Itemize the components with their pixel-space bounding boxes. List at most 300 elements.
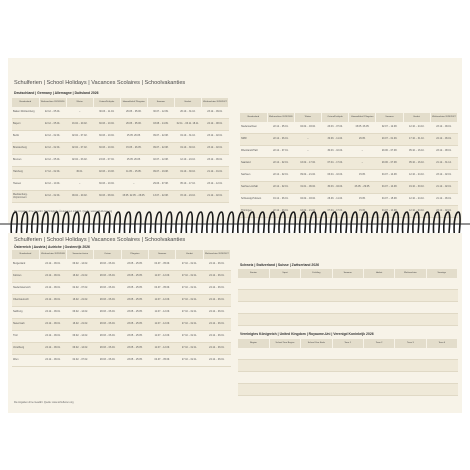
table-row <box>12 355 231 367</box>
table-cell: 22.12. - 02.01. <box>39 143 66 155</box>
column-header: Frühling <box>301 269 332 278</box>
empty-row <box>238 314 458 326</box>
table-cell: 11.07. - 12.09. <box>149 307 176 319</box>
row-label: Burgenland <box>12 259 39 271</box>
empty-cell <box>363 372 394 384</box>
table-row <box>12 179 229 191</box>
table-cell: 02.03. - 13.03. <box>93 167 120 179</box>
empty-row <box>238 372 458 384</box>
column-header: Sommer <box>376 113 403 122</box>
table-cell: 24.12. - 06.01. <box>203 295 230 307</box>
row-label: Sachsen-Anhalt <box>240 182 267 194</box>
table-cell: 20.07. - 01.09. <box>376 134 403 146</box>
table-cell: 11.07. - 12.09. <box>149 295 176 307</box>
table-cell: 02.02. - 07.02. <box>66 131 93 143</box>
table-row <box>240 182 458 194</box>
empty-cell <box>363 302 394 314</box>
table-cell: 23.05. - 25.05. <box>121 331 148 343</box>
empty-cell <box>426 348 457 360</box>
table-cell: 30.01. <box>66 167 93 179</box>
empty-cell <box>238 278 269 290</box>
row-label: Hamburg <box>12 167 39 179</box>
switzerland-table <box>238 269 458 326</box>
table-cell: 19.10. - 30.10. <box>174 167 201 179</box>
table-cell: 28.03. - 06.04. <box>94 271 121 283</box>
table-cell: 23.05. - 25.05. <box>121 295 148 307</box>
column-header: Herbst <box>174 98 201 107</box>
table-cell: 27.10. - 02.11. <box>176 259 203 271</box>
empty-cell <box>426 302 457 314</box>
table-cell: 05.10. - 16.10. <box>403 146 430 158</box>
table-cell: 28.03. - 06.04. <box>94 343 121 355</box>
empty-cell <box>269 372 300 384</box>
table-cell: 30.03. - 08.04. <box>93 191 120 203</box>
empty-row <box>238 278 458 290</box>
table-cell: – <box>120 179 147 191</box>
column-header: Sommer <box>149 250 176 259</box>
empty-cell <box>363 278 394 290</box>
column-header: Sommer <box>147 98 174 107</box>
column-header: Sommer <box>332 269 363 278</box>
empty-row <box>238 302 458 314</box>
table-cell: 27.10. - 02.11. <box>176 355 203 367</box>
table-cell: 21.12. - 02.01. <box>201 191 228 203</box>
page-title-bottom: Schulferien | School Holidays | Vacances Scolaires | Schoolvakanties <box>14 237 186 243</box>
empty-cell <box>395 290 426 302</box>
table-cell: 23.12. - 09.01. <box>430 122 457 134</box>
table-cell: 30.03. - 10.04. <box>93 131 120 143</box>
table-cell: 23.12. - 02.01. <box>430 170 457 182</box>
table-row <box>12 295 231 307</box>
empty-cell <box>363 348 394 360</box>
table-cell: – <box>66 107 93 119</box>
column-header: Bundesland <box>12 250 39 259</box>
table-cell: 24.12. - 06.01. <box>39 259 66 271</box>
column-header: Ostern <box>94 250 121 259</box>
row-label: Kärnten <box>12 271 39 283</box>
table-cell: 23.12. - 02.01. <box>201 143 228 155</box>
empty-cell <box>332 278 363 290</box>
table-cell: 04.07. - 05.09. <box>149 283 176 295</box>
germany-table-right <box>240 113 458 218</box>
table-cell: 30.03. - 10.04. <box>93 119 120 131</box>
empty-row <box>238 360 458 372</box>
empty-cell <box>301 290 332 302</box>
bottom-page <box>8 233 462 413</box>
table-cell: – <box>294 146 321 158</box>
row-label: Steiermark <box>12 319 39 331</box>
row-label: Wien <box>12 355 39 367</box>
table-cell: 11.07. - 12.09. <box>149 319 176 331</box>
table-cell: 28.03. - 06.04. <box>94 331 121 343</box>
table-cell: 05.10. - 16.10. <box>403 158 430 170</box>
table-cell: 24.12. - 06.01. <box>203 331 230 343</box>
table-cell: 09.02. - 14.02. <box>67 307 94 319</box>
row-label: Mecklenburg-Vorpommern <box>12 191 39 203</box>
table-cell: 23.12. - 09.01. <box>201 107 228 119</box>
table-cell: 24.12. - 06.01. <box>39 295 66 307</box>
table-cell: 16.02. - 21.02. <box>67 295 94 307</box>
table-cell: 27.10. - 02.11. <box>176 331 203 343</box>
table-cell: 21.12. - 01.01. <box>201 167 228 179</box>
table-cell: 05.10. - 17.10. <box>174 179 201 191</box>
table-row <box>240 170 458 182</box>
empty-cell <box>363 384 394 396</box>
row-label: Sachsen <box>240 170 267 182</box>
table-cell: 26.05. - 05.06. <box>120 119 147 131</box>
empty-cell <box>332 314 363 326</box>
column-header: Term 2 <box>363 339 394 348</box>
table-cell: 24.12. - 06.01. <box>39 283 66 295</box>
empty-row <box>238 348 458 360</box>
empty-cell <box>269 384 300 396</box>
table-row <box>240 146 458 158</box>
column-header: Bundesland <box>240 113 267 122</box>
table-cell: 24.12. - 06.01. <box>39 271 66 283</box>
table-cell: 24.12. - 06.01. <box>203 343 230 355</box>
row-label: NRW <box>240 134 267 146</box>
row-label: Bremen <box>12 155 39 167</box>
table-cell: 16.02. - 21.02. <box>67 319 94 331</box>
table-cell: 30.03. - 10.04. <box>93 143 120 155</box>
table-cell: 23.03. - 07.04. <box>93 155 120 167</box>
table-cell: 17.12. - 02.01. <box>39 167 66 179</box>
table-cell: 22.12. - 03.01. <box>267 206 294 218</box>
row-label: Salzburg <box>12 307 39 319</box>
table-cell: 02.07. - 12.08. <box>376 122 403 134</box>
page-title: Schulferien | School Holidays | Vacances Scolaires | Schoolvakanties <box>14 80 186 86</box>
empty-cell <box>426 360 457 372</box>
empty-cell <box>301 348 332 360</box>
column-header: Sonstige <box>426 269 457 278</box>
table-cell: 15.05. <box>349 170 376 182</box>
table-cell: 02.02. - 03.02. <box>66 155 93 167</box>
empty-cell <box>301 360 332 372</box>
row-label: Rheinland-Pfalz <box>240 146 267 158</box>
table-cell: 23.05. - 25.05. <box>121 271 148 283</box>
table-cell: 11.07. - 12.09. <box>149 343 176 355</box>
table-row <box>12 131 229 143</box>
empty-cell <box>426 384 457 396</box>
table-cell: 23.12. - 02.01. <box>430 206 457 218</box>
empty-cell <box>238 290 269 302</box>
table-cell: 09.02. - 14.02. <box>67 331 94 343</box>
row-label: Thüringen <box>240 206 267 218</box>
table-cell: 12.10. - 24.10. <box>403 206 430 218</box>
table-cell: 24.12. - 06.01. <box>39 319 66 331</box>
empty-cell <box>426 290 457 302</box>
table-cell: 22.12. - 07.01. <box>267 146 294 158</box>
table-cell: 22.12. - 10.01. <box>39 179 66 191</box>
empty-cell <box>269 302 300 314</box>
column-header: Weihnachten 2026/2027 <box>201 98 228 107</box>
column-header: Term 1 <box>332 339 363 348</box>
column-header: Ostern/Frühjahr <box>93 98 120 107</box>
table-cell: 26.05. - 29.05. <box>349 182 376 194</box>
table-cell: 27.10. - 02.11. <box>176 319 203 331</box>
table-row <box>12 167 229 179</box>
table-row <box>240 122 458 134</box>
table-cell: 11.05. - 15.05. <box>120 167 147 179</box>
column-header: Weihnachten <box>395 269 426 278</box>
table-cell: 30.03. - 10.04. <box>322 146 349 158</box>
empty-cell <box>332 302 363 314</box>
table-cell: 15.05. <box>349 194 376 206</box>
empty-cell <box>301 302 332 314</box>
row-label: Bayern <box>12 119 39 131</box>
germany-table-left <box>12 98 229 203</box>
table-cell: 24.12. - 06.01. <box>203 259 230 271</box>
table-cell: 21.12. - 31.12. <box>430 158 457 170</box>
empty-cell <box>363 290 394 302</box>
column-header: Weihnachten 2025/2026 <box>39 98 66 107</box>
empty-cell <box>395 314 426 326</box>
empty-cell <box>269 360 300 372</box>
top-page <box>8 58 462 223</box>
table-cell: 12.10. - 24.10. <box>403 194 430 206</box>
column-header: Herbst <box>176 250 203 259</box>
table-cell: 04.07. - 14.08. <box>376 206 403 218</box>
table-cell: 30.03. - 04.04. <box>322 182 349 194</box>
table-cell: 16.02. - 21.02. <box>294 206 321 218</box>
table-cell: 07.04. - 17.04. <box>322 158 349 170</box>
table-row <box>12 319 231 331</box>
germany-subtitle: Deutschland | Germany | Allemagne | Duitsland 2026 <box>14 91 99 95</box>
table-row <box>240 194 458 206</box>
table-cell: 11.07. - 12.09. <box>149 271 176 283</box>
row-label: Oberösterreich <box>12 295 39 307</box>
empty-cell <box>395 360 426 372</box>
table-row <box>12 191 229 203</box>
table-cell: 22.12. - 02.01. <box>39 131 66 143</box>
table-cell: 24.12. - 06.01. <box>203 355 230 367</box>
table-cell: 23.05. - 25.05. <box>121 319 148 331</box>
empty-cell <box>395 384 426 396</box>
austria-subtitle: Österreich | Austria | Autriche | Oostenrijk 2026 <box>14 245 90 249</box>
empty-cell <box>332 372 363 384</box>
table-cell: 17.10. - 31.10. <box>403 134 430 146</box>
table-cell: 15.05. 22.05. - 26.05. <box>120 191 147 203</box>
table-cell: 29.06. - 07.08. <box>147 179 174 191</box>
table-cell: 23.12. - 06.01. <box>201 155 228 167</box>
column-header: Kanton <box>238 269 269 278</box>
empty-cell <box>238 314 269 326</box>
table-cell: 12.10. - 24.10. <box>403 122 430 134</box>
empty-cell <box>363 314 394 326</box>
table-cell: 09.07. - 22.08. <box>147 143 174 155</box>
table-cell: 30.03. - 11.04. <box>93 107 120 119</box>
uk-subtitle: Vereinigtes Königreich | United Kingdom | Royaume-Uni | Verenigd Koninkrijk 2026 <box>240 332 374 336</box>
table-cell: 04.07. - 14.08. <box>376 170 403 182</box>
table-cell: 02.02. - 07.02. <box>66 143 93 155</box>
empty-cell <box>301 372 332 384</box>
table-cell: 28.03. - 06.04. <box>94 319 121 331</box>
column-header: Weihnachten 2026/2027 <box>203 250 230 259</box>
table-cell: 28.03. - 06.04. <box>94 307 121 319</box>
table-cell: 26.05. - 05.06. <box>120 107 147 119</box>
table-cell: 24.12. - 06.01. <box>430 134 457 146</box>
column-header: School Year Ends <box>301 339 332 348</box>
table-cell: 22.12. - 05.01. <box>39 155 66 167</box>
table-cell: 23.12. - 08.01. <box>430 146 457 158</box>
table-cell: 28.03. - 06.04. <box>94 355 121 367</box>
table-cell: 15.10. - 24.10. <box>174 191 201 203</box>
table-cell: 03.04. - 10.04. <box>322 170 349 182</box>
table-cell: 27.10. - 02.11. <box>176 307 203 319</box>
uk-table <box>238 339 458 396</box>
empty-cell <box>301 278 332 290</box>
table-cell: 16.02. - 17.02. <box>294 158 321 170</box>
empty-cell <box>301 314 332 326</box>
table-row <box>12 283 231 295</box>
empty-cell <box>332 290 363 302</box>
table-cell: 22.12. - 02.01. <box>39 191 66 203</box>
table-cell: 22.12. - 02.01. <box>267 170 294 182</box>
austria-footnote: Die Angaben ohne Gewähr. Quelle: www.schulferien.org <box>14 401 74 404</box>
table-cell: 26.03. - 11.04. <box>322 194 349 206</box>
table-cell: 09.02. - 21.02. <box>294 170 321 182</box>
table-cell: 23.05. - 25.05. <box>121 343 148 355</box>
empty-cell <box>269 290 300 302</box>
empty-cell <box>332 360 363 372</box>
table-cell: 22.12. - 06.01. <box>267 134 294 146</box>
table-cell: 04.07. - 15.08. <box>376 194 403 206</box>
empty-cell <box>395 372 426 384</box>
germany-footnote: Die Angaben ohne Gewähr. Nachträgliche Änderungen möglich. Quelle: www.schulferien.org <box>14 210 113 213</box>
table-cell: 13.07. - 22.08. <box>147 191 174 203</box>
empty-cell <box>238 360 269 372</box>
table-cell: 24.12. - 06.01. <box>39 355 66 367</box>
table-row <box>12 143 229 155</box>
table-cell: 22.12. - 05.01. <box>39 119 66 131</box>
empty-cell <box>426 314 457 326</box>
row-label: Niederösterreich <box>12 283 39 295</box>
row-label: Niedersachsen <box>240 122 267 134</box>
table-cell: 15.05. 26.05. <box>349 122 376 134</box>
column-header: Region <box>238 339 269 348</box>
table-cell: 02.02. - 03.02. <box>294 122 321 134</box>
empty-cell <box>238 384 269 396</box>
table-cell: 22.12. - 05.01. <box>39 107 66 119</box>
column-header: Weihnachten 2025/2026 <box>267 113 294 122</box>
row-label: Vorarlberg <box>12 343 39 355</box>
table-cell: 19.12. - 06.01. <box>267 194 294 206</box>
table-cell: 23.05. - 25.05. <box>121 259 148 271</box>
table-cell: – <box>349 146 376 158</box>
row-label: Saarland <box>240 158 267 170</box>
table-cell: 23.12. - 12.01. <box>201 179 228 191</box>
table-cell: 29.06. - 07.08. <box>376 158 403 170</box>
column-header: Term 3 <box>395 339 426 348</box>
column-header: Winter <box>294 113 321 122</box>
table-row <box>12 119 229 131</box>
table-cell: 04.07. - 14.08. <box>376 182 403 194</box>
table-cell: 23.05. - 25.05. <box>121 355 148 367</box>
empty-cell <box>238 348 269 360</box>
table-cell: 29.06. - 07.08. <box>376 146 403 158</box>
row-label: Hessen <box>12 179 39 191</box>
table-cell: 27.10. - 02.11. <box>176 271 203 283</box>
column-header: Sport <box>269 269 300 278</box>
table-cell: 26.05. <box>349 134 376 146</box>
table-cell: 16.02. - 21.02. <box>67 271 94 283</box>
column-header: Term 4 <box>426 339 457 348</box>
table-cell: 27.10. - 02.11. <box>176 295 203 307</box>
column-header: School Year Begins <box>269 339 300 348</box>
column-header: Weihnachten 2026/2027 <box>430 113 457 122</box>
table-cell: 30.03. - 11.04. <box>322 134 349 146</box>
table-cell: 24.12. - 06.01. <box>203 319 230 331</box>
empty-cell <box>426 372 457 384</box>
table-cell: 26.10. - 31.10. <box>174 107 201 119</box>
table-row <box>12 259 231 271</box>
table-cell: 27.10. - 02.11. <box>176 283 203 295</box>
empty-cell <box>269 314 300 326</box>
table-cell: 02.11. - 06.11. 18.11. <box>174 119 201 131</box>
table-cell: 24.12. - 06.01. <box>203 283 230 295</box>
empty-row <box>238 384 458 396</box>
table-cell: 09.07. - 22.08. <box>147 131 174 143</box>
table-cell: 15.05. - 26.05. <box>120 143 147 155</box>
table-row <box>12 307 231 319</box>
table-cell: 21.12. - 06.01. <box>430 194 457 206</box>
table-cell: 23.12. - 02.01. <box>201 131 228 143</box>
column-header: Herbst <box>363 269 394 278</box>
table-cell: 30.07. - 12.09. <box>147 107 174 119</box>
row-label: Berlin <box>12 131 39 143</box>
table-cell: 11.07. - 12.09. <box>149 331 176 343</box>
table-cell: 07.04. - 17.04. <box>322 206 349 218</box>
table-cell: 02.02. - 07.02. <box>67 355 94 367</box>
table-cell: 02.02. - 07.02. <box>67 283 94 295</box>
table-cell: 12.10. - 24.10. <box>174 155 201 167</box>
table-cell: 28.03. - 06.04. <box>94 259 121 271</box>
table-cell: 09.07. - 19.08. <box>147 167 174 179</box>
table-cell: 04.07. - 05.09. <box>149 259 176 271</box>
column-header: Himmelfahrt/ Pfingsten <box>120 98 147 107</box>
table-cell: 24.12. - 06.01. <box>39 307 66 319</box>
table-cell: 24.12. - 06.01. <box>203 271 230 283</box>
austria-table <box>12 250 231 367</box>
table-row <box>240 158 458 170</box>
table-cell: – <box>294 134 321 146</box>
row-label: Tirol <box>12 331 39 343</box>
column-header: Semester-ferien <box>67 250 94 259</box>
table-cell: 15.05. <box>349 206 376 218</box>
table-cell: 19.10. - 30.10. <box>403 182 430 194</box>
table-cell: 22.12. - 02.01. <box>267 158 294 170</box>
empty-cell <box>269 348 300 360</box>
table-row <box>12 107 229 119</box>
table-cell: 15.05. 26.05. <box>120 131 147 143</box>
table-cell: 15.05. 26.05. <box>120 155 147 167</box>
table-cell: 12.10. - 24.10. <box>403 170 430 182</box>
empty-cell <box>395 348 426 360</box>
empty-row <box>238 290 458 302</box>
table-cell: 22.12. - 05.01. <box>267 122 294 134</box>
table-cell: 03.08. - 14.09. <box>147 119 174 131</box>
table-cell: 24.12. - 06.01. <box>203 307 230 319</box>
empty-cell <box>363 360 394 372</box>
empty-cell <box>238 372 269 384</box>
table-cell: 23.05. - 25.05. <box>121 307 148 319</box>
empty-cell <box>395 302 426 314</box>
table-cell: 09.02. - 20.02. <box>66 191 93 203</box>
table-cell: 27.10. - 02.11. <box>176 343 203 355</box>
table-cell: 31.01. - 06.02. <box>294 182 321 194</box>
column-header: Himmelfahrt/ Pfingsten <box>349 113 376 122</box>
column-header: Ostern/Frühjahr <box>322 113 349 122</box>
